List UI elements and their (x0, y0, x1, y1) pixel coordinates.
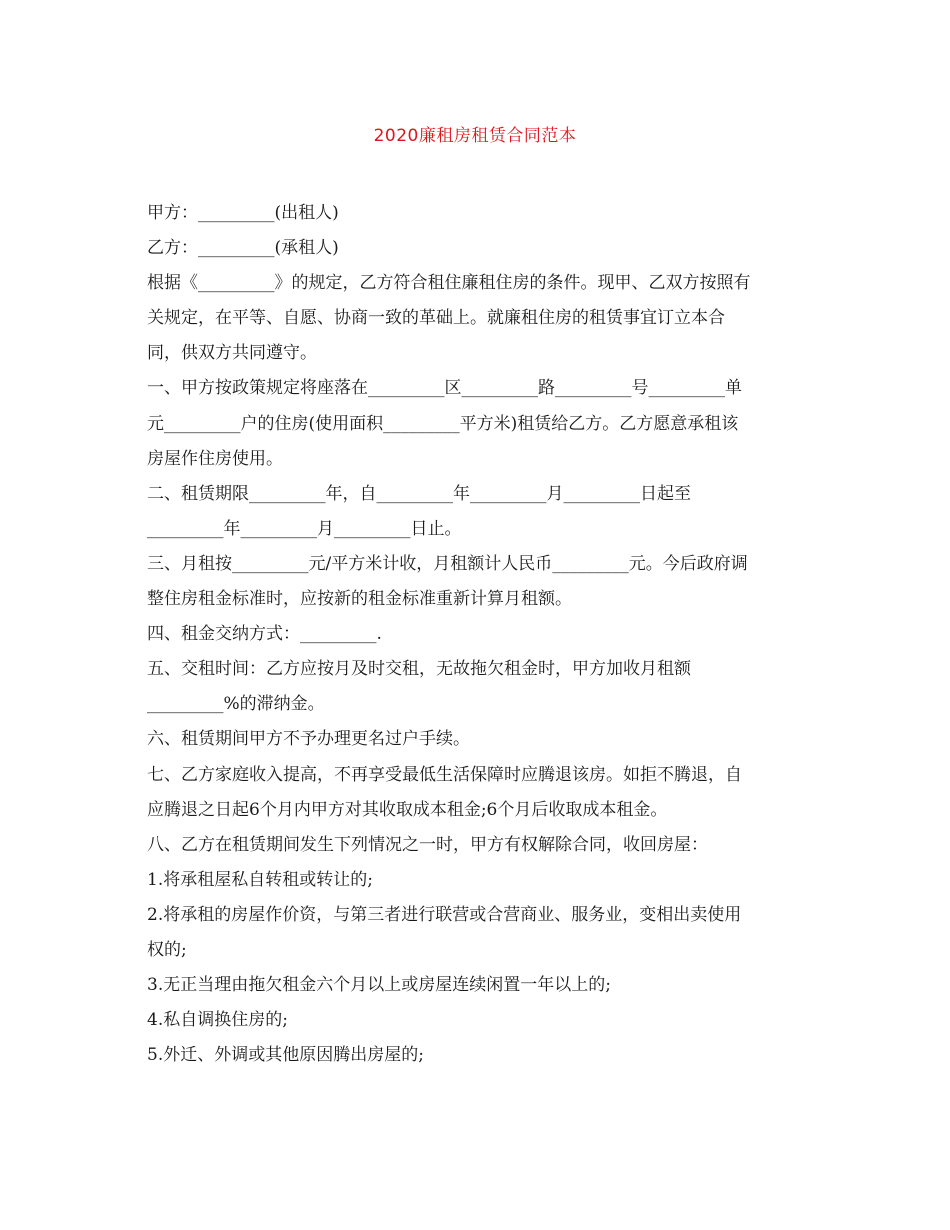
clause-party-b: 乙方：_________(承租人) (147, 238, 339, 259)
preamble-line-3: 同，供双方共同遵守。 (147, 343, 317, 364)
clause-7-line-2: 应腾退之日起6个月内甲方对其收取成本租金;6个月后收取成本租金。 (147, 799, 668, 820)
preamble-line-2: 关规定，在平等、自愿、协商一致的革础上。就廉租住房的租赁事宜订立本合 (147, 308, 725, 329)
document-body (147, 196, 807, 1073)
clause-5-line-2: _________%的滞纳金。 (147, 694, 325, 715)
clause-4: 四、租金交纳方式：_________. (147, 624, 382, 645)
clause-8-item-3: 3.无正当理由拖欠租金六个月以上或房屋连续闲置一年以上的; (147, 975, 611, 996)
clause-1-line-3: 房屋作住房使用。 (147, 448, 283, 469)
preamble-line-1: 根据《_________》的规定，乙方符合租住廉租住房的条件。现甲、乙双方按照有 (147, 273, 751, 294)
clause-8-item-5: 5.外迁、外调或其他原因腾出房屋的; (147, 1045, 424, 1066)
clause-8-item-4: 4.私自调换住房的; (147, 1010, 288, 1031)
clause-2-line-2: _________年_________月_________日止。 (147, 518, 462, 539)
clause-8-intro: 八、乙方在租赁期间发生下列情况之一时，甲方有权解除合同，收回房屋： (147, 834, 708, 855)
clause-6: 六、租赁期间甲方不予办理更名过户手续。 (147, 729, 470, 750)
clause-1-line-1: 一、甲方按政策规定将座落在_________区_________路_________号_________单 (147, 378, 742, 399)
document-title: 2020廉租房租赁合同范本 (373, 126, 577, 146)
clause-3-line-1: 三、月租按_________元/平方米计收，月租额计人民币_________元。今后政府调 (147, 553, 748, 574)
clause-8-item-2-line-1: 2.将承租的房屋作价资，与第三者进行联营或合营商业、服务业，变相出卖使用 (147, 904, 742, 925)
clause-2-line-1: 二、租赁期限_________年，自_________年_________月_________日起至 (147, 483, 691, 504)
clause-5-line-1: 五、交租时间：乙方应按月及时交租，无故拖欠租金时，甲方加收月租额 (147, 659, 691, 680)
clause-8-item-2-line-2: 权的; (147, 939, 187, 960)
clause-3-line-2: 整住房租金标准时，应按新的租金标准重新计算月租额。 (147, 589, 572, 610)
clause-1-line-2: 元_________户的住房(使用面积_________平方米)租赁给乙方。乙方愿意承租该 (147, 413, 739, 434)
clause-7-line-1: 七、乙方家庭收入提高，不再享受最低生活保障时应腾退该房。如拒不腾退，自 (147, 764, 742, 785)
clause-8-item-1: 1.将承租屋私自转租或转让的; (147, 869, 373, 890)
clause-party-a: 甲方：_________(出租人) (147, 203, 339, 223)
